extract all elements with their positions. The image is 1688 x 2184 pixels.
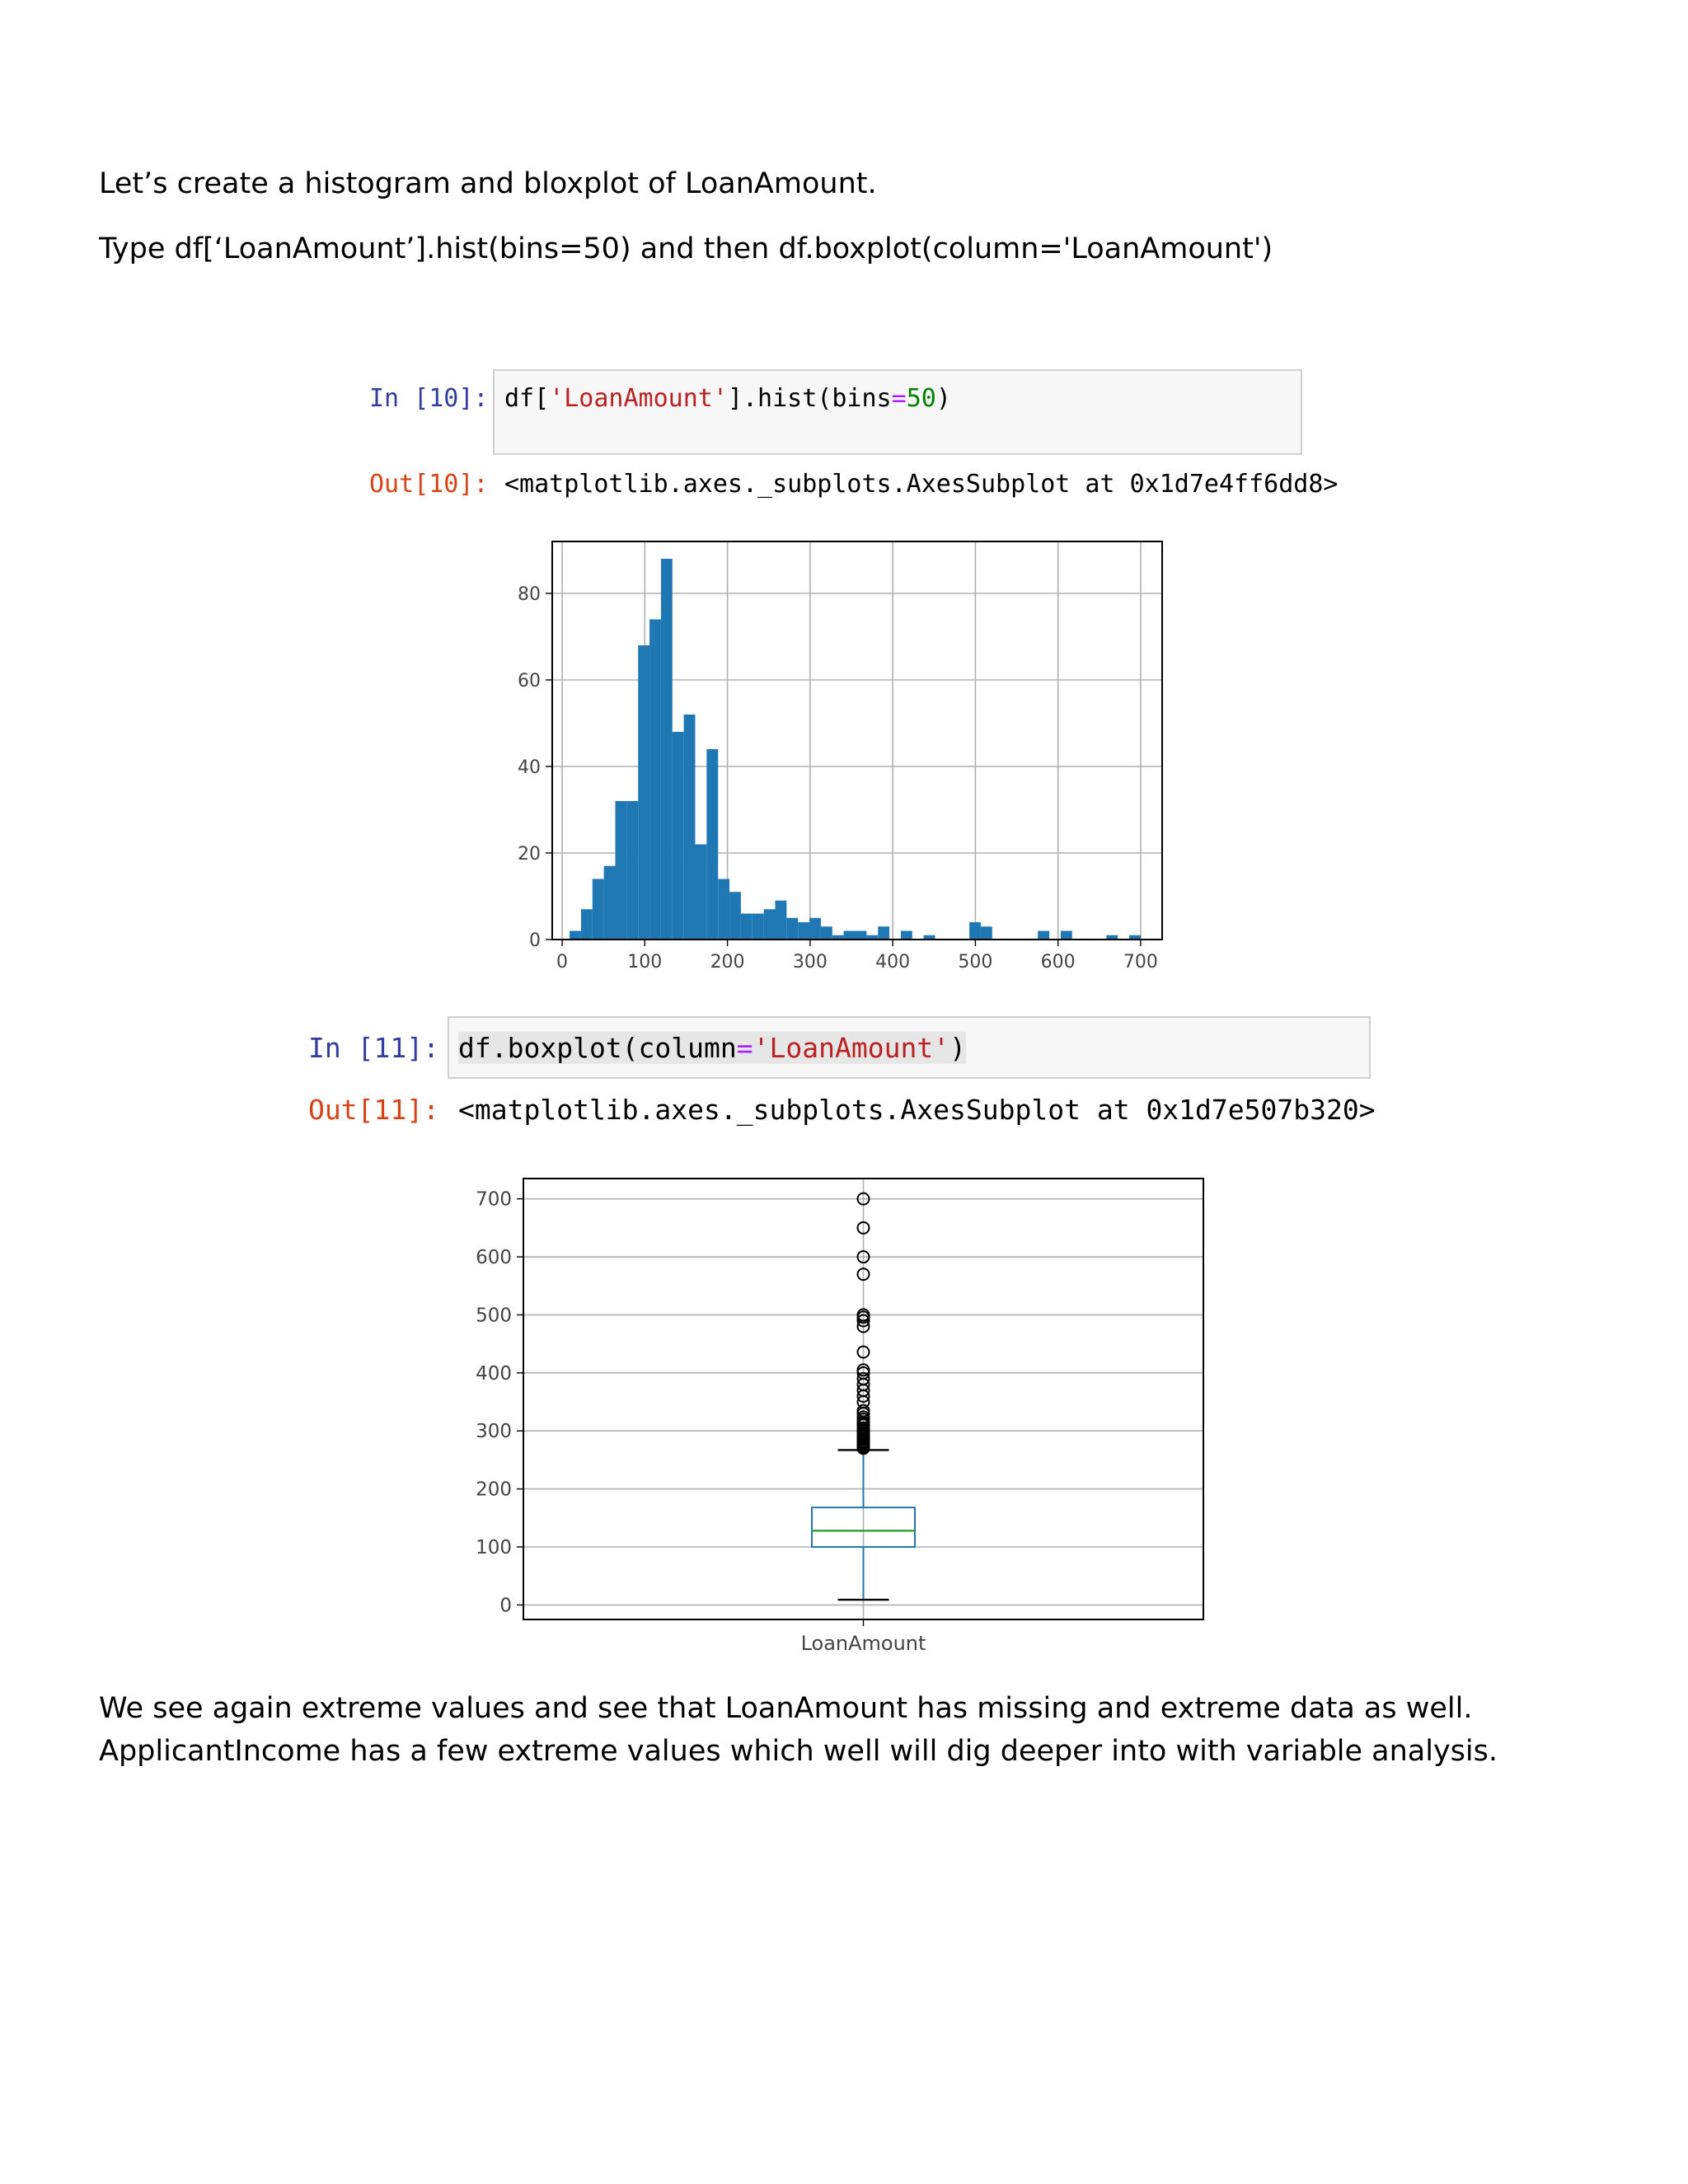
hist-x-tick-label: 700 [1123,952,1158,972]
intro-line-2: Type df[‘LoanAmount’].hist(bins=50) and then df.boxplot(column='LoanAmount') [99,232,1273,265]
cell-11-out-prompt: Out[11]: [308,1094,439,1126]
hist-bar [878,926,889,940]
box-y-tick-label: 100 [476,1537,512,1559]
boxplot-chart [445,1170,1220,1665]
hist-bar [695,845,706,940]
hist-bar [844,931,856,940]
hist-bar [855,931,866,940]
box-y-tick-label: 300 [476,1421,512,1443]
box-y-tick-label: 0 [499,1595,512,1617]
conclusion-line-1: We see again extreme values and see that LoanAmount has missing and extreme data as well. [99,1692,1473,1725]
box-y-tick-label: 400 [476,1362,512,1385]
hist-bar [684,715,696,940]
box-x-tick-label: LoanAmount [800,1632,926,1655]
hist-x-tick-label: 200 [710,952,745,972]
hist-bar [729,892,741,940]
cell-11-in-prompt: In [11]: [308,1032,439,1064]
hist-bar [764,909,776,940]
box-y-tick-label: 700 [476,1188,512,1211]
hist-x-tick-label: 500 [958,952,993,972]
hist-bar [786,918,798,940]
cell-10-out-prompt: Out[10]: [369,470,489,499]
intro-line-1: Let’s create a histogram and bloxplot of LoanAmount. [99,167,877,200]
hist-bar [661,559,673,940]
histogram-chart [486,532,1170,977]
hist-bar [626,801,638,940]
hist-bar [570,931,581,940]
hist-x-tick-label: 400 [875,952,911,972]
hist-y-tick-label: 40 [518,757,541,778]
hist-x-tick-label: 600 [1040,952,1076,972]
hist-bar [798,922,809,940]
cell-10-output: <matplotlib.axes._subplots.AxesSubplot at 0x1d7e4ff6dd8> [504,470,1339,499]
conclusion-line-2: ApplicantIncome has a few extreme values which well will dig deeper into with variable analysis. [99,1735,1498,1768]
hist-y-tick-label: 20 [518,844,541,865]
hist-x-tick-label: 0 [556,952,569,972]
hist-bar [809,918,821,940]
hist-bar [969,922,981,940]
hist-bar [753,914,764,940]
hist-bar [581,909,593,940]
hist-bar [901,931,912,940]
hist-y-tick-label: 0 [529,930,541,951]
hist-bar [981,926,992,940]
hist-bar [615,801,626,940]
hist-bar [604,866,616,940]
hist-y-tick-label: 60 [518,671,541,691]
cell-10-in-prompt: In [10]: [369,384,489,413]
cell-10-code: df['LoanAmount'].hist(bins=50) [504,384,951,413]
box-y-tick-label: 600 [476,1247,512,1269]
hist-bar [1061,931,1072,940]
cell-11-code: df.boxplot(column='LoanAmount') [458,1032,966,1064]
hist-x-tick-label: 300 [792,952,828,972]
hist-bar [638,645,649,940]
hist-bar [775,901,786,940]
cell-11-output: <matplotlib.axes._subplots.AxesSubplot at 0x1d7e507b320> [458,1094,1376,1126]
hist-bar [673,732,684,940]
hist-bar [741,914,753,940]
box-y-tick-label: 500 [476,1305,512,1327]
box-y-tick-label: 200 [476,1479,512,1501]
hist-bar [706,749,718,940]
hist-x-tick-label: 100 [627,952,663,972]
hist-bar [821,926,832,940]
hist-y-tick-label: 80 [518,584,541,605]
hist-bar [649,620,661,940]
hist-bar [593,879,604,940]
hist-bar [1038,931,1049,940]
hist-bar [718,879,729,940]
